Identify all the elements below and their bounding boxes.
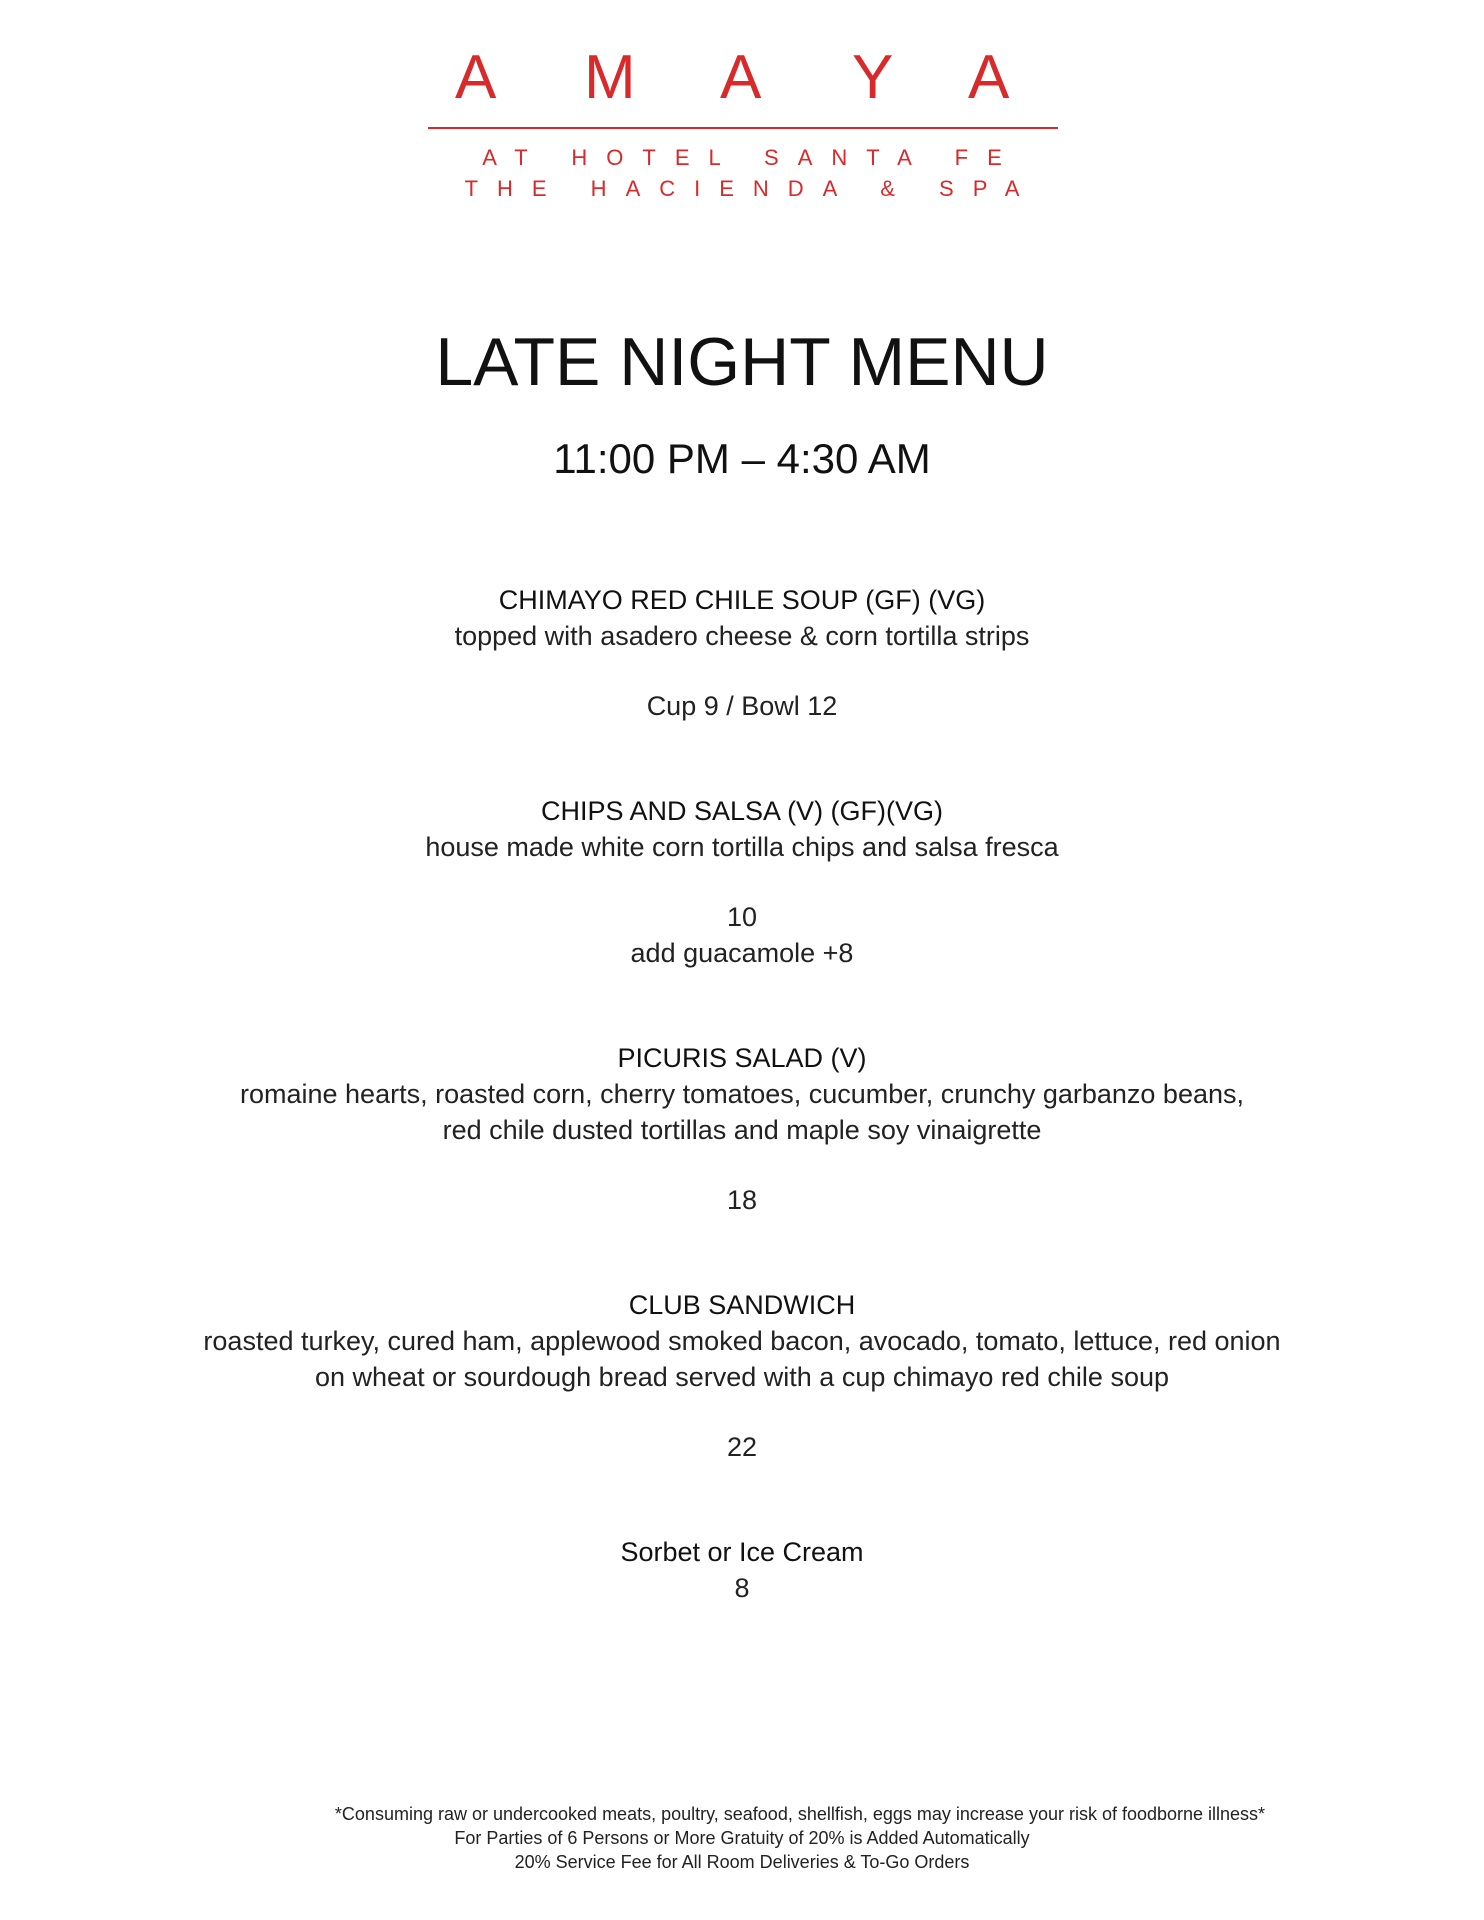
item-price: 22 (726, 1432, 758, 1462)
menu-item (0, 1287, 1484, 1465)
item-name: Sorbet or Ice Cream (620, 1537, 864, 1567)
menu-title: LATE NIGHT MENU (435, 324, 1049, 400)
logo-divider (428, 127, 1058, 129)
footer-notes (0, 1802, 1484, 1874)
item-addon: add guacamole +8 (630, 938, 854, 968)
item-description: romaine hearts, roasted corn, cherry tomatoes, cucumber, crunchy garbanzo beans, (239, 1079, 1244, 1109)
menu-hours: 11:00 PM – 4:30 AM (553, 435, 931, 482)
menu-item (0, 1534, 1484, 1606)
item-price: 8 (734, 1573, 750, 1603)
menu-item (0, 793, 1484, 971)
item-price: 10 (726, 902, 758, 932)
item-name: CHIPS AND SALSA (V) (GF)(VG) (540, 796, 944, 826)
footer-allergen-warning: *Consuming raw or undercooked meats, poultry, seafood, shellfish, eggs may increase your risk of foodborne illness* (334, 1804, 1266, 1824)
item-description: roasted turkey, cured ham, applewood smoked bacon, avocado, tomato, lettuce, red onion (203, 1326, 1281, 1356)
item-description: house made white corn tortilla chips and salsa fresca (425, 832, 1059, 862)
logo-letter: M (584, 43, 636, 112)
footer-gratuity-note: For Parties of 6 Persons or More Gratuity of 20% is Added Automatically (454, 1828, 1030, 1848)
menu-item (0, 1040, 1484, 1218)
item-description: topped with asadero cheese & corn tortilla strips (454, 621, 1030, 651)
logo-letter: A (720, 43, 762, 112)
item-name: CLUB SANDWICH (628, 1290, 856, 1320)
logo-letter: A (968, 43, 1010, 112)
logo-subtitle-line1: AT HOTEL SANTA FE (482, 145, 1021, 170)
footer-service-fee-note: 20% Service Fee for All Room Deliveries & To-Go Orders (514, 1852, 970, 1872)
logo-letter: A (455, 43, 497, 112)
logo-letter: Y (852, 43, 894, 112)
item-description: on wheat or sourdough bread served with a cup chimayo red chile soup (314, 1362, 1169, 1392)
item-name: CHIMAYO RED CHILE SOUP (GF) (VG) (498, 585, 986, 615)
item-price: 18 (726, 1185, 758, 1215)
item-name: PICURIS SALAD (V) (617, 1043, 867, 1073)
logo-subtitle-line2: THE HACIENDA & SPA (464, 176, 1039, 201)
item-price: Cup 9 / Bowl 12 (646, 691, 838, 721)
logo-wordmark (0, 43, 1484, 112)
menu-item (0, 582, 1484, 724)
item-description: red chile dusted tortillas and maple soy vinaigrette (442, 1115, 1042, 1145)
